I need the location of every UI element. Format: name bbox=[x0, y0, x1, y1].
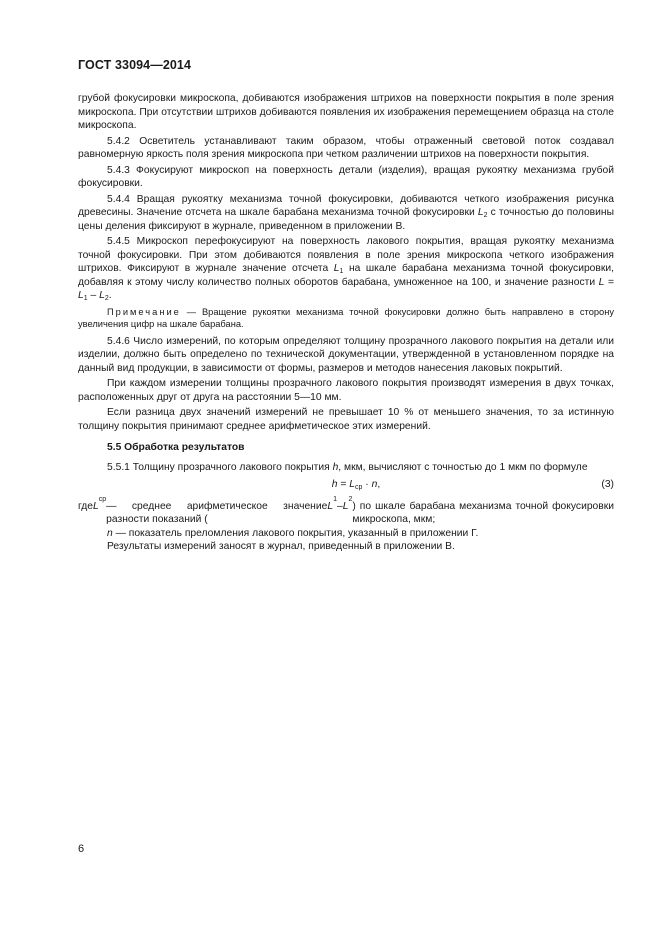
formula-expression: $h = L_{ср} \cdot n$, bbox=[331, 479, 381, 491]
paragraph-results: Результаты измерений заносят в журнал, приведенный в приложении В. bbox=[107, 541, 455, 552]
paragraph-5-4-5: 5.4.5 Микроскоп перефокусируют на поверхность лакового покрытия, вращая рукоятку механизма точной фокусировки. При этом добиваются появления в поле зрения микроскопа четкого изображения штрихов. Фиксируют в журнале значение отсчета $L_1$ на шкале барабана механизма точной фокусировки, добавляя к этому числу количество полных оборотов барабана, умноженное на 100, и значение разности $L = L_1 - L_2$. bbox=[78, 236, 614, 302]
note: Примечание — Вращение рукоятки механизма точной фокусировки должно быть направлено в сторону увеличения цифр на шкале барабана. bbox=[78, 306, 614, 329]
paragraph-5-4-6: 5.4.6 Число измерений, по которым определяют толщину прозрачного лакового покрытия на детали или изделии, должно быть определено по технической документации, утвержденной в установленном порядке на данный вид продукции, в зависимости от формы, размеров и методов нанесения лаковых покрытий. bbox=[78, 335, 614, 374]
where-clause-lcp: где L ср — среднее арифметическое значение разности показаний ( L 1 – L 2 ) по шкале барабана механизма точной фокусировки микроскопа, мкм; bbox=[78, 495, 614, 525]
section-title: 5.5 Обработка результатов bbox=[107, 442, 245, 453]
page-number: 6 bbox=[78, 843, 85, 855]
document-body bbox=[78, 92, 614, 554]
paragraph-continuation: грубой фокусировки микроскопа, добиваются изображения штрихов на поверхности покрытия в поле зрения микроскопа. При отсутствии штрихов добиваются появления их изображения перемещением образца на столе микроскопа. bbox=[78, 93, 614, 131]
formula-number: (3) bbox=[601, 479, 614, 490]
paragraph-difference-rule: Если разница двух значений измерений не превышает 10 % от меньшего значения, то за истинную толщину покрытия принимают среднее арифметическое этих измерений. bbox=[78, 407, 614, 432]
formula bbox=[78, 478, 614, 492]
note-label: Примечание bbox=[107, 306, 181, 317]
paragraph-5-5-1: 5.5.1 Толщину прозрачного лакового покрытия h, мкм, вычисляют с точностью до 1 мкм по формуле bbox=[107, 461, 588, 473]
paragraph-measurement-points: При каждом измерении толщины прозрачного лакового покрытия производят измерения в двух точках, расположенных друг от друга на расстоянии 5—10 мм. bbox=[78, 378, 614, 403]
paragraph-5-4-2: 5.4.2 Осветитель устанавливают таким образом, чтобы отраженный световой поток создавал равномерную яркость поля зрения микроскопа при четком различении штрихов на поверхности покрытия. bbox=[78, 135, 614, 160]
paragraph-5-4-3: 5.4.3 Фокусируют микроскоп на поверхность детали (изделия), вращая рукоятку механизма грубой фокусировки. bbox=[78, 164, 614, 189]
paragraph-5-4-4: 5.4.4 Вращая рукоятку механизма точной фокусировки, добиваются четкого изображения рисунка древесины. Значение отсчета на шкале барабана механизма точной фокусировки $L_2$ с точностью до половины цены деления фиксируют в журнале, приведенном в приложении В. bbox=[78, 193, 614, 232]
where-clause-n: n — показатель преломления лакового покрытия, указанный в приложении Г. bbox=[107, 527, 479, 539]
document-header: ГОСТ 33094—2014 bbox=[78, 58, 192, 72]
